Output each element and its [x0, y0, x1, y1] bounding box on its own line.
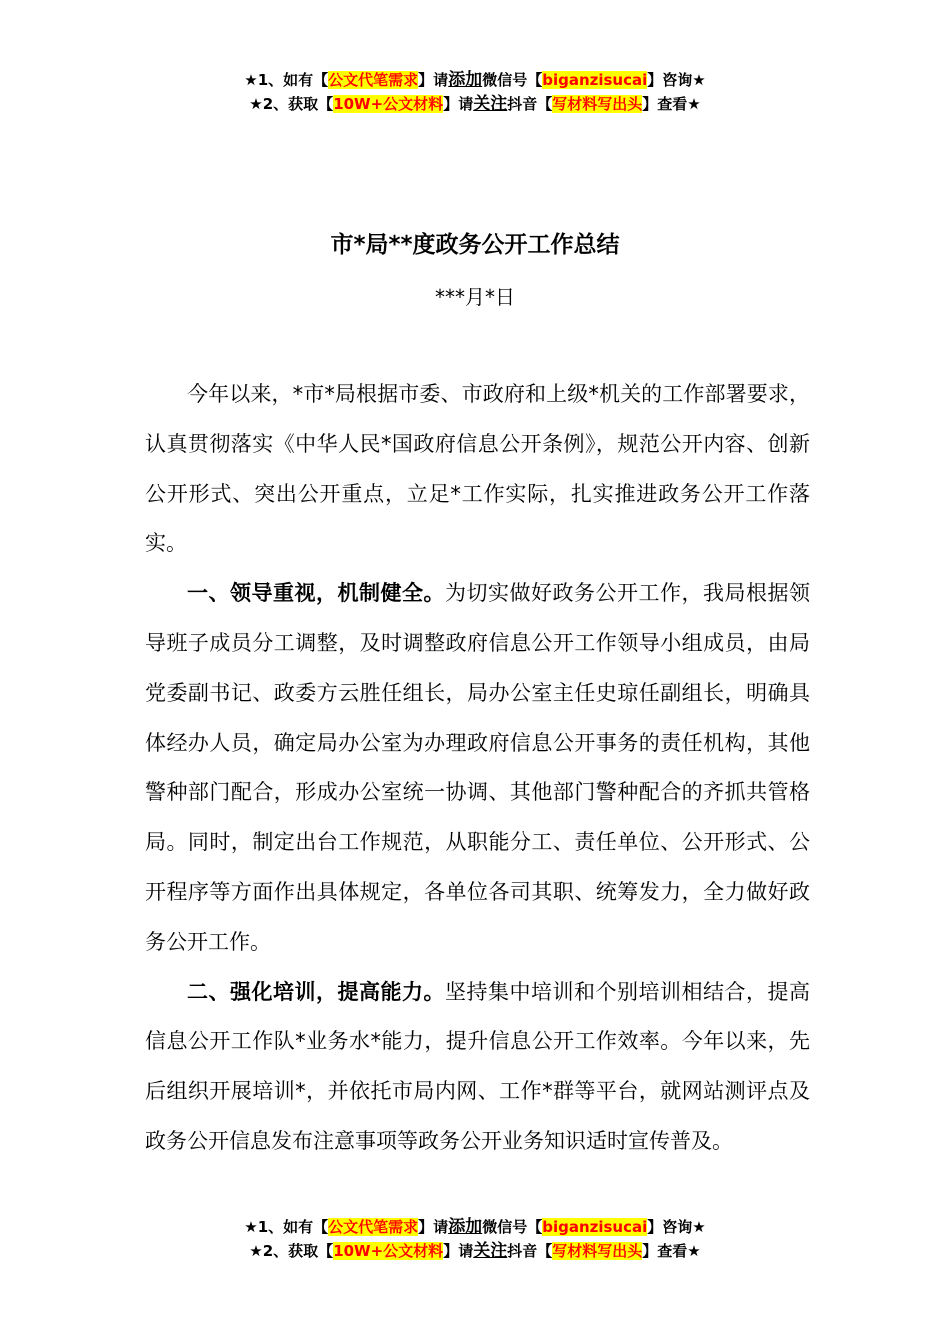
promo-text: ★1、如有【 — [244, 71, 329, 89]
promo-emphasis: 添加 — [448, 1217, 483, 1237]
intro-paragraph: 今年以来，*市*局根据市委、市政府和上级*机关的工作部署要求，认真贯彻落实《中华人民*国政府信息公开条例》，规范公开内容、创新公开形式、突出公开重点，立足*工作实际，扎实推进政务公开工作落实。 — [145, 382, 810, 556]
document-date: ***月*日 — [435, 285, 515, 309]
document-body — [145, 370, 810, 1167]
section-heading-2: 二、强化培训，提高能力。 — [187, 979, 445, 1004]
promo-highlight: 公文代笔需求 — [328, 1218, 419, 1236]
promo-text: 微信号【 — [482, 1218, 543, 1236]
promo-line-1 — [0, 1215, 950, 1239]
promo-highlight: biganzisucai — [542, 71, 648, 89]
promo-text: 】请 — [443, 95, 474, 113]
promo-text: 】请 — [443, 1242, 474, 1260]
promo-text: 】查看★ — [642, 1242, 701, 1260]
promo-highlight: 写材料写出头 — [552, 1242, 643, 1260]
promo-text: 】查看★ — [642, 95, 701, 113]
promo-text: ★2、获取【 — [249, 95, 334, 113]
header-promo-banner — [0, 68, 950, 116]
promo-text: 抖音【 — [507, 95, 553, 113]
footer-promo-banner — [0, 1215, 950, 1263]
promo-emphasis: 关注 — [473, 1241, 508, 1261]
promo-text: 】咨询★ — [647, 71, 706, 89]
promo-line-1 — [0, 68, 950, 92]
promo-line-2 — [0, 1239, 950, 1263]
promo-text: 微信号【 — [482, 71, 543, 89]
section-heading-1: 一、领导重视，机制健全。 — [187, 581, 445, 606]
promo-highlight: 10W+公文材料 — [333, 1242, 444, 1260]
promo-highlight: 写材料写出头 — [552, 95, 643, 113]
promo-text: 】请 — [418, 71, 449, 89]
section-paragraph-1 — [145, 569, 810, 967]
section-text-2: 坚持集中培训和个别培训相结合，提高信息公开工作队*业务水*能力，提升信息公开工作效率。今年以来，先后组织开展培训*，并依托市局内网、工作*群等平台，就网站测评点及政务公开信息发布注意事项等政务公开业务知识适时宣传普及。 — [145, 979, 810, 1153]
section-text-1: 为切实做好政务公开工作，我局根据领导班子成员分工调整，及时调整政府信息公开工作领导小组成员，由局党委副书记、政委方云胜任组长，局办公室主任史琼任副组长，明确具体经办人员，确定局办公室为办理政府信息公开事务的责任机构，其他警种部门配合，形成办公室统一协调、其他部门警种配合的齐抓共管格局。同时，制定出台工作规范，从职能分工、责任单位、公开形式、公开程序等方面作出具体规定，各单位各司其职、统筹发力，全力做好政务公开工作。 — [145, 581, 810, 954]
promo-line-2 — [0, 92, 950, 116]
promo-emphasis: 添加 — [448, 70, 483, 90]
promo-text: ★2、获取【 — [249, 1242, 334, 1260]
promo-text: 】请 — [418, 1218, 449, 1236]
promo-highlight: biganzisucai — [542, 1218, 648, 1236]
promo-text: 】咨询★ — [647, 1218, 706, 1236]
section-paragraph-2 — [145, 968, 810, 1167]
promo-highlight: 10W+公文材料 — [333, 95, 444, 113]
document-title: 市*局**度政务公开工作总结 — [330, 232, 620, 258]
promo-highlight: 公文代笔需求 — [328, 71, 419, 89]
promo-emphasis: 关注 — [473, 94, 508, 114]
promo-text: 抖音【 — [507, 1242, 553, 1260]
promo-text: ★1、如有【 — [244, 1218, 329, 1236]
